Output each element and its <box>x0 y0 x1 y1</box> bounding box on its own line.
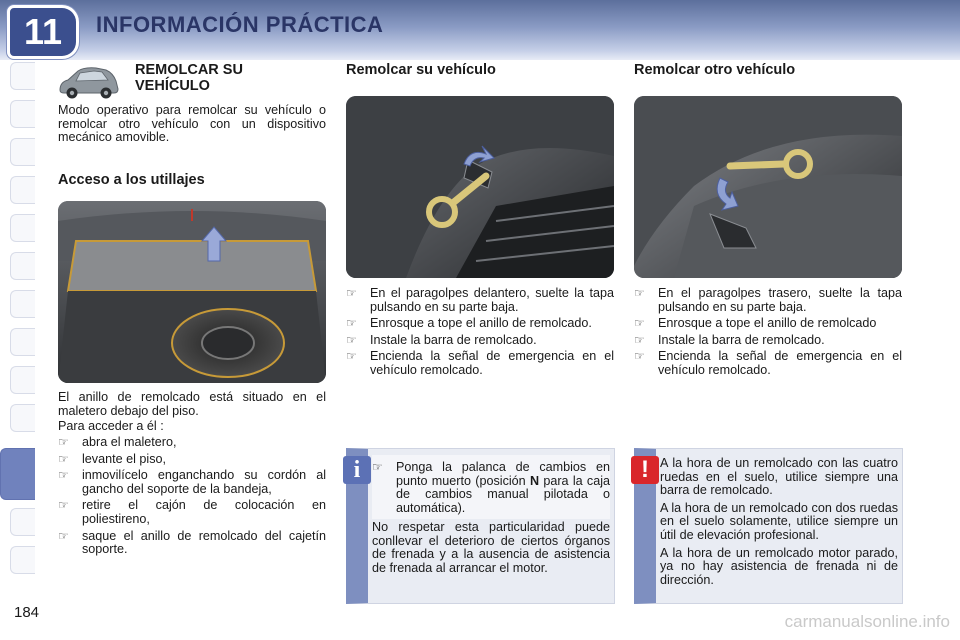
chapter-tab <box>10 546 35 574</box>
list-item <box>346 317 614 331</box>
list-item <box>634 350 902 377</box>
chapter-tab <box>10 214 35 242</box>
pointing-hand-icon: ☞ <box>346 332 357 347</box>
warning-paragraph: A la hora de un remolcado con las cuatro ruedas en el suelo, utilice siempre una barra de remolcado. <box>660 456 898 498</box>
list-item-text: Encienda la señal de emergencia en el vehículo remolcado. <box>370 349 614 377</box>
warning-paragraph: A la hora de un remolcado con dos ruedas en el suelo solamente, utilice siempre un útil de elevación profesional. <box>660 500 898 542</box>
list-item-text: inmovilícelo enganchando su cordón al gancho del soporte de la bandeja, <box>82 468 326 496</box>
neutral-position-letter: N <box>529 473 540 488</box>
chapter-tab <box>10 508 35 536</box>
trunk-photo <box>58 201 326 383</box>
list-item-text: levante el piso, <box>82 451 167 466</box>
tools-text-access: Para acceder a él : <box>58 419 164 433</box>
pointing-hand-icon: ☞ <box>634 316 645 331</box>
front-towing-heading: Remolcar su vehículo <box>346 62 496 78</box>
info-step-text: Ponga la palanca de cambios en punto muerto (posición <box>396 460 610 488</box>
pointing-hand-icon: ☞ <box>346 286 357 300</box>
list-item <box>346 287 614 314</box>
pointing-hand-icon: ☞ <box>634 332 645 347</box>
chapter-tab <box>10 366 35 394</box>
list-item <box>58 453 326 467</box>
pointing-hand-icon: ☞ <box>58 451 69 466</box>
info-note-text: No respetar esta particularidad puede conllevar el deterioro de ciertos órganos de frenada y a la ausencia de asistencia de frenada al arrancar el motor. <box>372 520 610 575</box>
list-item-text: abra el maletero, <box>82 435 177 449</box>
pointing-hand-icon: ☞ <box>58 435 69 449</box>
list-item-text: En el paragolpes trasero, suelte la tapa pulsando en su parte baja. <box>658 286 902 314</box>
list-item <box>58 499 326 526</box>
section-title <box>135 62 243 94</box>
list-item-text: Enrosque a tope el anillo de remolcado. <box>370 316 592 331</box>
chapter-tab-active <box>0 448 35 500</box>
chapter-tab <box>10 176 35 204</box>
tools-text-location: El anillo de remolcado está situado en el maletero debajo del piso. <box>58 390 326 418</box>
chapter-tab <box>10 100 35 128</box>
rear-towing-heading: Remolcar otro vehículo <box>634 62 796 78</box>
pointing-hand-icon: ☞ <box>372 460 383 474</box>
list-item <box>634 334 902 348</box>
pointing-hand-icon: ☞ <box>58 528 69 543</box>
list-item <box>58 436 326 450</box>
warning-icon: ! <box>631 456 659 484</box>
info-step-text-end: para la caja de cambios manual pilotada o automática). <box>396 473 611 515</box>
chapter-tab-strip <box>0 62 34 582</box>
warning-note-box <box>634 448 903 604</box>
front-bumper-photo <box>346 96 614 278</box>
list-item <box>634 317 902 331</box>
page-number: 184 <box>14 604 40 621</box>
chapter-tab <box>10 404 35 432</box>
rear-bumper-photo <box>634 96 902 278</box>
list-item <box>346 350 614 377</box>
pointing-hand-icon: ☞ <box>346 349 357 364</box>
warning-note-text <box>660 457 898 587</box>
watermark: carmanualsonline.info <box>784 612 950 631</box>
list-item <box>634 287 902 314</box>
pointing-hand-icon: ☞ <box>58 498 69 513</box>
info-note-box <box>346 448 615 604</box>
info-note-step <box>372 455 610 519</box>
chapter-tab <box>10 328 35 356</box>
rear-towing-steps <box>634 287 902 381</box>
list-item-text: Instale la barra de remolcado. <box>658 332 825 347</box>
list-item-text: Encienda la señal de emergencia en el vehículo remolcado. <box>658 349 902 377</box>
car-icon <box>56 64 122 105</box>
pointing-hand-icon: ☞ <box>346 316 357 331</box>
section-title-line-2: VEHÍCULO <box>135 78 210 94</box>
tools-steps-list <box>58 436 326 560</box>
list-item-text: Enrosque a tope el anillo de remolcado <box>658 316 877 331</box>
list-item-text: retire el cajón de colocación en poliestireno, <box>82 498 326 526</box>
list-item <box>346 334 614 348</box>
pointing-hand-icon: ☞ <box>58 468 69 483</box>
warning-paragraph: A la hora de un remolcado motor parado, ya no hay asistencia de frenada ni de dirección. <box>660 545 898 587</box>
pointing-hand-icon: ☞ <box>634 349 645 364</box>
list-item <box>58 530 326 557</box>
chapter-tab <box>10 138 35 166</box>
pointing-hand-icon: ☞ <box>634 286 645 300</box>
info-icon: i <box>343 456 371 484</box>
list-item <box>58 469 326 496</box>
list-item-text: saque el anillo de remolcado del cajetín soporte. <box>82 528 326 557</box>
list-item-text: En el paragolpes delantero, suelte la tapa pulsando en su parte baja. <box>370 286 614 314</box>
chapter-tab <box>10 290 35 318</box>
front-towing-steps <box>346 287 614 381</box>
intro-paragraph: Modo operativo para remolcar su vehículo o remolcar otro vehículo con un dispositivo mecánico amovible. <box>58 103 326 145</box>
tools-heading: Acceso a los utillajes <box>58 172 205 188</box>
list-item-text: Instale la barra de remolcado. <box>370 332 537 347</box>
section-title-line-1: REMOLCAR SU <box>135 62 243 78</box>
chapter-tab <box>10 62 35 90</box>
page-title: INFORMACIÓN PRÁCTICA <box>96 12 384 37</box>
chapter-tab <box>10 252 35 280</box>
chapter-badge: 11 <box>10 8 76 56</box>
